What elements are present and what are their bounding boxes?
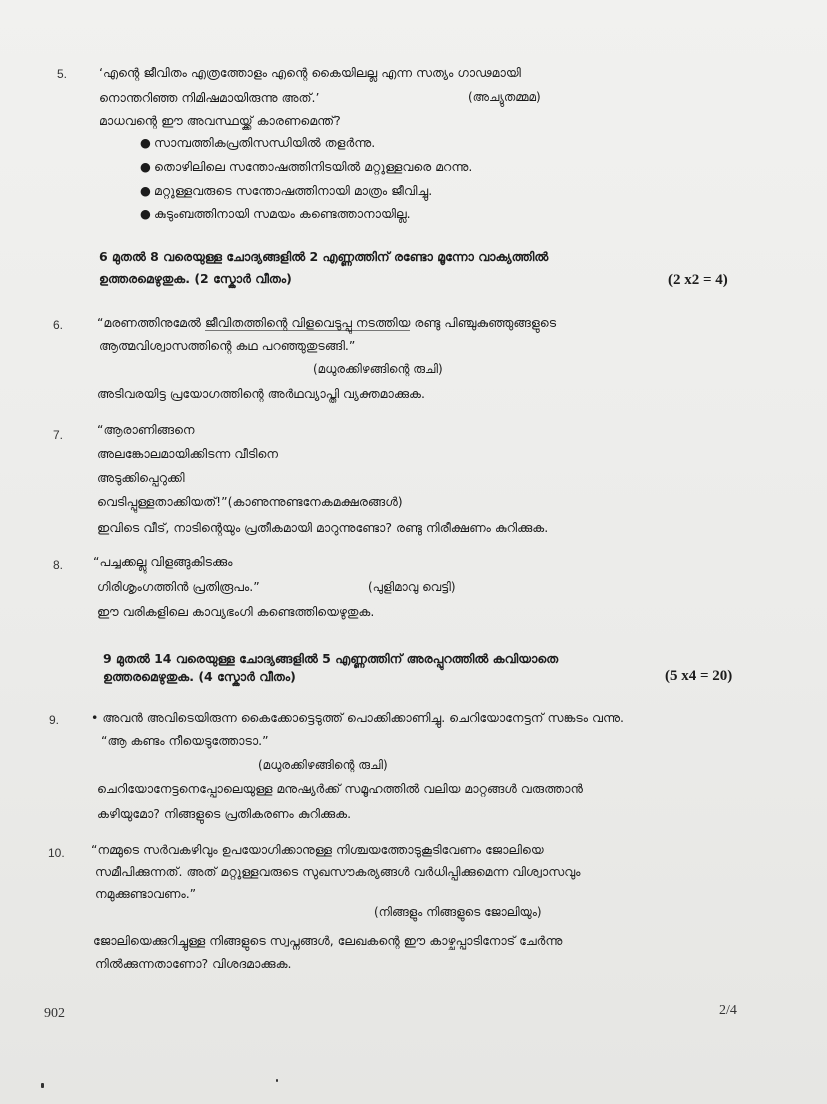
quote-line: സമീപിക്കുന്നത്. അത് മറ്റുള്ളവരുടെ സുഖസൗകര്യങ്ങൾ വർധിപ്പിക്കുമെന്ന വിശ്വാസവും — [95, 864, 581, 879]
section-instruction: 6 മുതൽ 8 വരെയുള്ള ചോദ്യങ്ങളിൽ 2 എണ്ണത്തിന് രണ്ടോ മൂന്നോ വാക്യത്തിൽ — [99, 249, 549, 264]
question-text: മാധവന്റെ ഈ അവസ്ഥയ്ക്ക് കാരണമെന്ത്? — [99, 113, 341, 128]
option-item: ● തൊഴിലിലെ സന്തോഷത്തിനിടയിൽ മറ്റുള്ളവരെ മറന്നു. — [140, 159, 473, 174]
quote-line: നമുക്കുണ്ടാവണം.” — [95, 886, 197, 901]
section-instruction: 9 മുതൽ 14 വരെയുള്ള ചോദ്യങ്ങളിൽ 5 എണ്ണത്തിന് അരപ്പുറത്തിൽ കവിയാതെ — [103, 651, 559, 666]
poem-line: ഗിരിശൃംഗത്തിൻ പ്രതിരൂപം.” — [97, 579, 260, 594]
question-text: ജോലിയെക്കുറിച്ചുള്ള നിങ്ങളുടെ സ്വപ്നങ്ങൾ, ലേഖകന്റെ ഈ കാഴ്ചപ്പാടിനോട് ചേർന്നു — [93, 933, 563, 948]
quote-source: (നിങ്ങളും നിങ്ങളുടെ ജോലിയും) — [374, 905, 542, 919]
quote-source: (മധുരക്കിഴങ്ങിന്റെ രുചി) — [258, 758, 388, 772]
question-text: ചെറിയോനേട്ടനെപ്പോലെയുള്ള മനുഷ്യർക്ക് സമൂഹത്തിൽ വലിയ മാറ്റങ്ങൾ വരുത്താൻ — [97, 781, 583, 796]
question-text: അടിവരയിട്ട പ്രയോഗത്തിന്റെ അർഥവ്യാപ്തി വ്യക്തമാക്കുക. — [97, 386, 425, 401]
underlined-phrase: ജീവിതത്തിന്റെ വിളവെടുപ്പു നടത്തിയ — [204, 315, 411, 330]
paper-code: 902 — [44, 1006, 65, 1021]
quote-line: നൊന്തറിഞ്ഞ നിമിഷമായിരുന്നു അത്.’ — [99, 90, 320, 105]
bullet-icon: ● — [140, 135, 151, 150]
quote-source: (മധുരക്കിഴങ്ങിന്റെ രുചി) — [313, 362, 443, 376]
section-instruction: ഉത്തരമെഴുതുക. (4 സ്കോർ വീതം) — [103, 669, 296, 684]
question-text: നിൽക്കുന്നതാണോ? വിശദമാക്കുക. — [95, 956, 292, 971]
option-item: ● കുടുംബത്തിനായി സമയം കണ്ടെത്താനായില്ല. — [140, 206, 411, 221]
bullet-icon: ● — [140, 159, 151, 174]
section-instruction: ഉത്തരമെഴുതുക. (2 സ്കോർ വീതം) — [99, 271, 292, 286]
quote-line: “നമ്മുടെ സർവകഴിവും ഉപയോഗിക്കാനുള്ള നിശ്ചയത്തോടുകൂടിവേണം ജോലിയെ — [91, 842, 544, 857]
option-item: ● മറ്റുള്ളവരുടെ സന്തോഷത്തിനായി മാത്രം ജീവിച്ചു. — [140, 183, 433, 198]
quote-line: • അവൻ അവിടെയിരുന്ന കൈക്കോട്ടെടുത്ത് പൊക്കിക്കാണിച്ചു. ചെറിയോനേട്ടന് സങ്കടം വന്നു. — [91, 710, 624, 725]
quote-source: (പുളിമാവു വെട്ടി) — [368, 580, 456, 594]
question-number: 7. — [53, 428, 64, 442]
scan-speck — [276, 1079, 278, 1082]
page-number: 2/4 — [719, 1003, 737, 1018]
question-number: 6. — [53, 318, 64, 332]
quote-line: “മരണത്തിനുമേൽ ജീവിതത്തിന്റെ വിളവെടുപ്പു നടത്തിയ രണ്ടു പിഞ്ചുകുഞ്ഞുങ്ങളുടെ — [97, 315, 557, 330]
bullet-icon: ● — [140, 183, 151, 198]
section-marks: (2 x2 = 4) — [668, 272, 728, 288]
section-marks: (5 x4 = 20) — [665, 668, 733, 684]
question-text: ഇവിടെ വീട്, നാടിന്റെയും പ്രതീകമായി മാറുന്നുണ്ടോ? രണ്ടു നിരീക്ഷണം കുറിക്കുക. — [97, 520, 549, 535]
quote-source: (അച്യുതമ്മമ) — [468, 90, 541, 104]
question-text: കഴിയുമോ? നിങ്ങളുടെ പ്രതികരണം കുറിക്കുക. — [97, 806, 352, 821]
question-number: 8. — [53, 558, 64, 572]
option-item: ● സാമ്പത്തികപ്രതിസന്ധിയിൽ തളർന്നു. — [140, 135, 376, 150]
question-text: ഈ വരികളിലെ കാവ്യഭംഗി കണ്ടെത്തിയെഴുതുക. — [97, 604, 375, 619]
poem-line: അടുക്കിപ്പെറുക്കി — [97, 470, 185, 485]
quote-line: ‘എന്റെ ജീവിതം എത്രത്തോളം എന്റെ കൈയിലല്ല എന്ന സത്യം ഗാഢമായി — [99, 65, 521, 80]
quote-line: “ആ കണ്ടം നീയെടുത്തോടാ.” — [101, 733, 269, 748]
tick-bullet-icon: ● — [140, 206, 151, 221]
poem-line: “പച്ചക്കല്ലു വിളങ്ങുകിടക്കും — [93, 554, 233, 569]
scan-speck — [41, 1083, 44, 1088]
quote-line: ആത്മവിശ്വാസത്തിന്റെ കഥ പറഞ്ഞുതുടങ്ങി.” — [99, 338, 356, 353]
poem-line: “ആരാണിങ്ങനെ — [97, 422, 195, 437]
poem-line: വെടിപ്പുള്ളതാക്കിയത്!”(കാണുന്നുണ്ടനേകമക്ഷരങ്ങൾ) — [97, 494, 403, 509]
question-number: 5. — [57, 67, 68, 81]
question-number: 10. — [48, 846, 65, 860]
poem-line: അലങ്കോലമായിക്കിടന്ന വീടിനെ — [97, 446, 279, 461]
question-number: 9. — [49, 713, 60, 727]
